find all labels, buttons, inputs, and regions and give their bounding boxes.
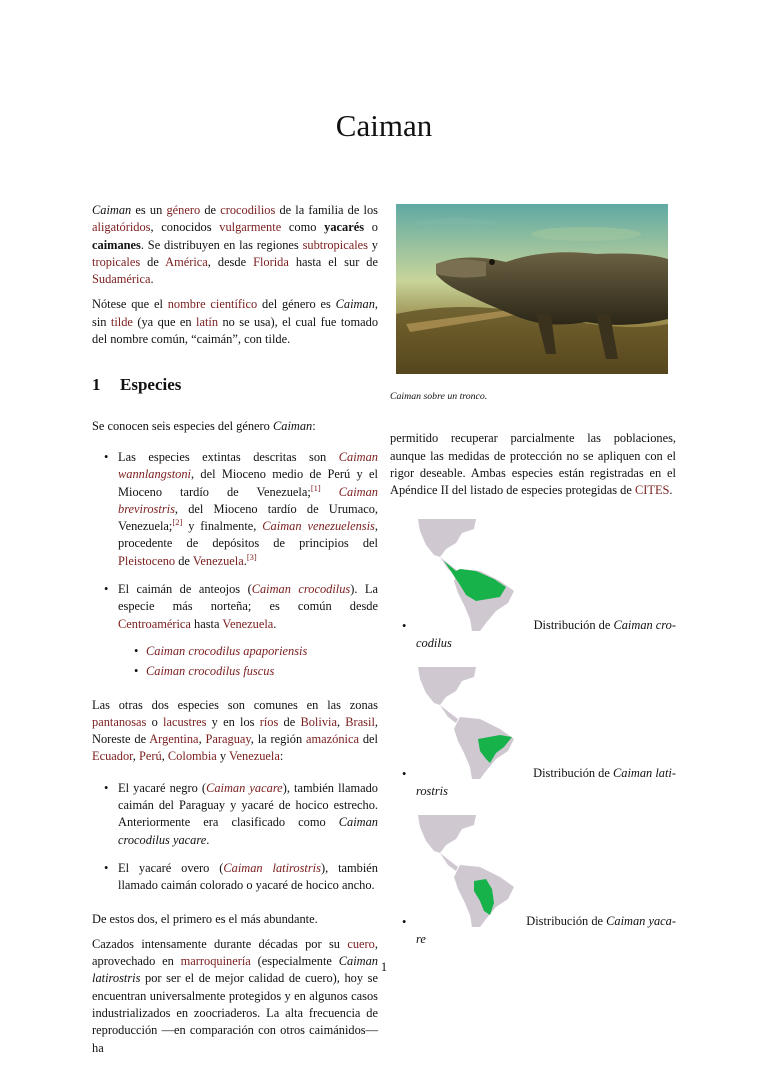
text-run: , sin: [92, 297, 379, 329]
text-run: [321, 485, 339, 499]
map-caption-species-cont: codilus: [416, 635, 452, 650]
subspecies-item: [118, 663, 378, 680]
inline-link[interactable]: tropicales: [92, 254, 141, 269]
map-caption-species-cont: re: [416, 931, 426, 946]
text-run: Las especies extintas descritas son: [118, 449, 339, 464]
citation-link[interactable]: [1]: [310, 482, 321, 493]
distribution-map-latirostris: [390, 667, 676, 815]
list-item-text: [118, 582, 378, 631]
text-run: caimanes: [92, 237, 141, 252]
map-latirostris-image: [416, 667, 520, 779]
text-run: es un: [131, 203, 167, 217]
text-run: ,: [132, 749, 139, 764]
map-caption-prefix: Distribución de: [533, 766, 610, 781]
text-run: Se conocen seis especies del género: [92, 418, 273, 433]
inline-link[interactable]: Ecuador: [92, 749, 133, 764]
text-run: hasta el sur de: [288, 254, 378, 269]
inline-link[interactable]: latín: [196, 314, 219, 329]
other-species-paragraph: [92, 697, 378, 766]
text-run: .: [150, 272, 154, 287]
inline-link[interactable]: Caiman yacare: [206, 780, 283, 795]
text-run: Caiman: [92, 203, 132, 217]
text-run: ,: [161, 749, 168, 764]
list-item-caiman-latirostris: [92, 860, 378, 895]
map-caption-prefix: Distribución de: [526, 914, 604, 929]
map-caption-species: Caiman lati-: [613, 766, 676, 781]
text-run: de: [175, 553, 193, 568]
inline-link[interactable]: Venezuela: [228, 749, 280, 764]
inline-link[interactable]: vulgarmente: [219, 220, 282, 235]
inline-link[interactable]: nombre científico: [167, 297, 258, 312]
section-title: Especies: [120, 375, 182, 395]
text-run: Caiman: [272, 418, 313, 433]
map-yacare-image: [416, 815, 520, 927]
text-run: Nótese que el: [92, 297, 168, 312]
text-run: o: [364, 220, 378, 235]
text-run: El caimán de anteojos (: [118, 582, 252, 597]
inline-link[interactable]: Centroamérica: [118, 616, 191, 631]
text-run: , del Mioceno medio de Perú y el Mioceno tardío de Venezuela;: [118, 467, 378, 499]
text-run: como: [281, 220, 325, 235]
text-run: .: [243, 553, 247, 568]
inline-link[interactable]: pantanosas: [92, 714, 147, 729]
text-run: , aprovechado en: [92, 936, 378, 969]
right-column: [390, 200, 676, 963]
text-run: y en los: [206, 714, 260, 729]
map-caption: [416, 765, 676, 800]
text-run: :: [279, 749, 284, 764]
text-run: .: [669, 483, 673, 498]
text-run: no se usa), el cual fue tomado del nombre común, “caimán”, con tilde.: [92, 314, 379, 347]
link-subspecies[interactable]: Caiman crocodilus fuscus: [146, 664, 275, 679]
section-heading-especies: [92, 376, 378, 393]
map-caption-species-cont: rostris: [416, 783, 448, 798]
inline-link[interactable]: Sudamérica: [92, 272, 151, 287]
inline-link[interactable]: amazónica: [306, 732, 359, 747]
inline-link[interactable]: Caiman brevirostris: [118, 484, 378, 516]
text-run: del género es: [257, 297, 336, 312]
map-bullet: •: [402, 619, 407, 634]
inline-link[interactable]: CITES: [634, 483, 670, 498]
inline-link[interactable]: América: [165, 254, 208, 269]
text-run: , conocidos: [150, 220, 220, 235]
subspecies-item: [118, 643, 378, 660]
text-run: Caiman latirostris: [92, 954, 378, 986]
inline-link[interactable]: tilde: [110, 314, 133, 329]
text-run: (ya que en: [132, 314, 197, 329]
inline-link[interactable]: Florida: [253, 254, 289, 269]
inline-link[interactable]: Venezuela: [222, 616, 274, 631]
citation-link[interactable]: [3]: [246, 551, 257, 562]
text-run: Caiman: [335, 297, 375, 312]
text-run: .: [206, 832, 210, 847]
list-item-caiman-crocodilus: [92, 581, 378, 680]
hunting-paragraph: [92, 936, 378, 1057]
map-caption: [416, 913, 676, 948]
inline-link[interactable]: subtropicales: [302, 237, 368, 252]
figure-caption: Caiman sobre un tronco.: [390, 391, 488, 402]
inline-link[interactable]: ríos: [259, 714, 279, 729]
map-caption: [416, 617, 676, 652]
intro-paragraph-2: [92, 296, 378, 348]
inline-link[interactable]: Caiman wannlangstoni: [118, 449, 378, 482]
text-run: o: [146, 714, 164, 729]
text-run: Caiman crocodilus yacare: [118, 815, 378, 847]
inline-link[interactable]: crocodilios: [220, 203, 276, 217]
text-run: por ser el de mejor calidad de cuero), hoy se encuentran universalmente protegidos y en algunos casos industrializados en zoocriaderos. La alta frecuencia de reproducción —en comparación con otros caimánidos— ha: [92, 971, 378, 1055]
inline-link[interactable]: marroquinería: [180, 954, 251, 969]
species-intro: [92, 418, 378, 435]
species-list-1: [92, 449, 378, 681]
text-run: y: [216, 749, 229, 764]
text-run: y finalmente,: [182, 519, 263, 534]
text-run: ,: [198, 732, 206, 747]
text-run: hasta: [190, 616, 223, 631]
inline-link[interactable]: género: [166, 203, 201, 217]
map-crocodilus-image: [416, 519, 520, 631]
text-run: , la región: [250, 732, 307, 747]
inline-link[interactable]: Paraguay: [205, 732, 251, 747]
map-caption-prefix: Distribución de: [533, 618, 611, 633]
section-number: 1: [92, 375, 101, 395]
text-run: ,: [336, 714, 346, 729]
abundance-paragraph: [92, 911, 378, 928]
intro-paragraph-1: [92, 202, 378, 288]
map-caption-species: Caiman yaca-: [606, 914, 676, 929]
inline-link[interactable]: Caiman crocodilus: [251, 582, 351, 597]
subspecies-list: [118, 643, 378, 681]
text-run: del: [359, 732, 378, 747]
text-run: Cazados intensamente durante décadas por su: [92, 936, 348, 951]
inline-link[interactable]: cuero: [347, 936, 375, 951]
inline-link[interactable]: Caiman latirostris: [223, 860, 321, 875]
page-title: Caiman: [335, 108, 433, 143]
citation-link[interactable]: [2]: [172, 517, 183, 528]
text-run: de: [140, 254, 166, 269]
text-run: Las otras dos especies son comunes en las zonas: [92, 697, 378, 712]
page-number: 1: [380, 960, 388, 974]
inline-link[interactable]: Venezuela: [192, 553, 244, 568]
text-run: De estos dos, el primero es el más abundante.: [92, 911, 318, 926]
text-run: , Noreste de: [92, 714, 379, 747]
distribution-map-crocodilus: [390, 519, 676, 667]
map-bullet: •: [402, 767, 407, 782]
inline-link[interactable]: Colombia: [167, 749, 217, 764]
text-run: , desde: [207, 254, 254, 269]
text-run: .: [273, 616, 277, 631]
text-run: :: [312, 418, 316, 433]
text-run: , procedente de depósitos de principios del: [118, 519, 378, 551]
text-run: El yacaré overo (: [118, 860, 224, 875]
text-run: , del Mioceno tardío de Urumaco, Venezuela;: [118, 501, 378, 534]
map-caption-species: Caiman cro-: [613, 618, 676, 633]
text-run: El yacaré negro (: [118, 780, 207, 795]
text-run: ), también llamado caimán del Paraguay y yacaré de hocico estrecho. Anteriormente era clasificado como: [118, 780, 378, 830]
link-subspecies[interactable]: Caiman crocodilus apaporiensis: [146, 643, 308, 658]
caiman-photo: [396, 204, 668, 374]
inline-link[interactable]: Bolivia: [300, 714, 337, 729]
distribution-map-yacare: [390, 815, 676, 963]
text-run: y: [367, 237, 379, 252]
text-run: ). La especie más norteña; es común desde: [118, 582, 378, 614]
text-run: yacarés: [324, 220, 365, 235]
text-run: . Se distribuyen en las regiones: [140, 237, 303, 252]
text-run: de la familia de los: [275, 203, 378, 217]
caiman-photo-illustration: [396, 204, 668, 374]
map-bullet: •: [402, 915, 407, 930]
inline-link[interactable]: Perú: [139, 749, 162, 764]
inline-link[interactable]: Pleistoceno: [118, 553, 176, 568]
text-run: ), también llamado caimán colorado o yacaré de hocico ancho.: [118, 860, 378, 893]
text-run: de: [200, 203, 221, 217]
inline-link[interactable]: lacustres: [163, 714, 207, 729]
inline-link[interactable]: Brasil: [345, 714, 375, 729]
left-column: [92, 202, 378, 1065]
text-run: de: [278, 714, 301, 729]
inline-link[interactable]: Argentina: [149, 732, 199, 747]
continued-paragraph: [390, 430, 676, 499]
inline-link[interactable]: aligatóridos: [92, 220, 151, 235]
list-item-extinct-species: [92, 449, 378, 570]
text-run: permitido recuperar parcialmente las poblaciones, aunque las medidas de protección no se apliquen con el rigor deseable. Ambas especies están registradas en el Apéndice II del listado de especies protegidas de: [390, 431, 676, 498]
species-list-2: [92, 780, 378, 895]
inline-link[interactable]: Caiman venezuelensis: [262, 519, 375, 534]
list-item-caiman-yacare: [92, 780, 378, 849]
text-run: (especialmente: [250, 954, 339, 969]
